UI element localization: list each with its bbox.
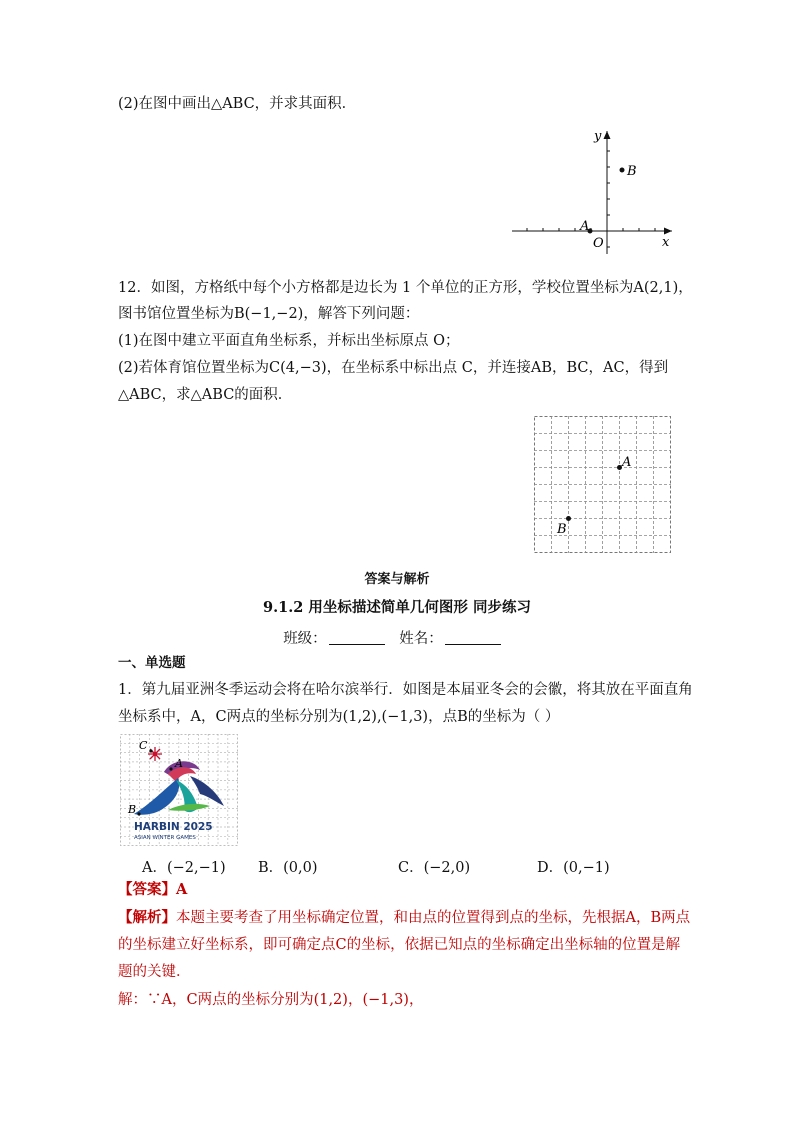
q11-part2: (2)在图中画出△ABC，并求其面积． — [118, 96, 357, 112]
class-blank[interactable] — [329, 630, 385, 645]
point-b-label: B — [627, 164, 637, 179]
logo-point-c-dot — [149, 749, 152, 752]
y-axis-label: y — [594, 129, 602, 144]
grid-point-b-label: B — [557, 522, 567, 537]
analysis-line2: 的坐标建立好坐标系，即可确定点C的坐标，依据已知点的坐标确定出坐标轴的位置是解 — [118, 937, 681, 953]
harbin-logo-figure — [120, 734, 238, 846]
name-label: 姓名： — [399, 631, 443, 647]
option-d[interactable]: D．(0,−1) — [537, 860, 610, 876]
origin-label: O — [593, 236, 604, 251]
q12-line1: 12．如图，方格纸中每个小方格都是边长为 1 个单位的正方形，学校位置坐标为A(2,1)， — [118, 280, 693, 296]
logo-point-b-dot — [137, 812, 140, 815]
q12-part1: (1)在图中建立平面直角坐标系，并标出坐标原点 O； — [118, 333, 460, 349]
grid-point-a-label: A — [622, 455, 632, 470]
answer-label: 【答案】 — [118, 881, 176, 898]
student-info-row — [0, 627, 794, 648]
part-heading: 一、单选题 — [118, 655, 186, 671]
analysis-line1 — [118, 908, 690, 928]
name-blank[interactable] — [445, 630, 501, 645]
logo-point-b-label: B — [128, 803, 137, 816]
class-label: 班级： — [283, 631, 327, 647]
logo-subtitle: ASIAN WINTER GAMES — [134, 835, 196, 841]
option-b[interactable]: B．(0,0) — [258, 860, 318, 876]
logo-point-a-label: A — [175, 757, 183, 770]
option-a[interactable]: A．(−2,−1) — [142, 860, 226, 876]
analysis-label: 【解析】 — [118, 909, 176, 926]
grid-point-b-dot — [566, 516, 571, 521]
x-axis-label: x — [662, 235, 670, 250]
solution-line: 解：∵A，C两点的坐标分别为(1,2)，(−1,3)， — [118, 992, 424, 1008]
q12-part2-line2: △ABC，求△ABC的面积． — [118, 387, 293, 403]
option-c[interactable]: C．(−2,0) — [398, 860, 471, 876]
q12-part2-line1: (2)若体育馆位置坐标为C(4,−3)，在坐标系中标出点 C，并连接AB，BC，AC，得到 — [118, 360, 669, 376]
section-title: 9.1.2 用坐标描述简单几何图形 同步练习 — [263, 599, 531, 616]
dashed-grid-figure — [534, 416, 674, 556]
q12-line2: 图书馆位置坐标为B(−1,−2)，解答下列问题： — [118, 306, 420, 322]
point-a-label: A — [580, 219, 590, 234]
point-b-dot — [620, 168, 625, 173]
coordinate-axes-figure — [510, 126, 690, 256]
logo-point-c-label: C — [139, 739, 148, 752]
answer-line — [118, 880, 187, 900]
analysis-text-1: 本题主要考查了用坐标确定位置，和由点的位置得到点的坐标，先根据A，B两点 — [176, 910, 691, 926]
logo-point-a-dot — [169, 767, 172, 770]
answer-heading: 答案与解析 — [364, 572, 430, 587]
analysis-line3: 题的关键． — [118, 964, 191, 980]
q1-line2: 坐标系中，A，C两点的坐标分别为(1,2),(−1,3)，点B的坐标为（ ） — [118, 709, 560, 725]
answer-value: A — [176, 881, 188, 898]
q1-line1: 1．第九届亚洲冬季运动会将在哈尔滨举行．如图是本届亚冬会的会徽，将其放在平面直角 — [118, 682, 693, 698]
logo-title: HARBIN 2025 — [134, 821, 213, 833]
